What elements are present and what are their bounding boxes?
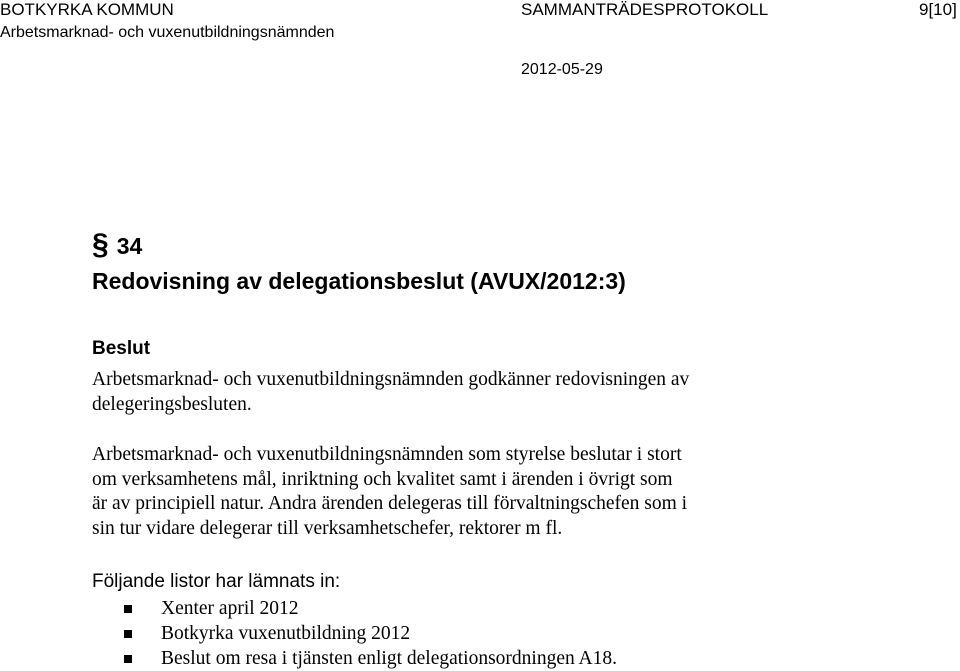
list-item-text: Botkyrka vuxenutbildning 2012 — [161, 623, 411, 644]
section-heading — [92, 229, 142, 261]
decision-paragraph — [92, 368, 932, 417]
page-number: 9[10] — [919, 0, 957, 19]
committee-name: Arbetsmarknad- och vuxenutbildningsnämnden — [0, 24, 335, 41]
body-paragraph — [92, 443, 932, 541]
square-bullet-icon — [124, 630, 132, 638]
list-item-text: Beslut om resa i tjänsten enligt delegationsordningen A18. — [161, 648, 618, 669]
decision-line: delegeringsbesluten. — [92, 393, 252, 415]
square-bullet-icon — [124, 605, 132, 613]
decision-line: Arbetsmarknad- och vuxenutbildningsnämnden godkänner redovisningen av — [92, 369, 690, 390]
list-item — [92, 596, 617, 621]
list-item — [92, 646, 617, 671]
section-number: 34 — [116, 233, 143, 259]
submitted-lists — [92, 596, 617, 671]
list-item — [92, 621, 617, 646]
document-type: SAMMANTRÄDESPROTOKOLL — [521, 0, 769, 19]
body-line: Arbetsmarknad- och vuxenutbildningsnämnden som styrelse beslutar i stort — [92, 444, 682, 465]
decision-heading: Beslut — [92, 338, 151, 359]
section-title: Redovisning av delegationsbeslut (AVUX/2012:3) — [92, 268, 626, 294]
lists-heading: Följande listor har lämnats in: — [92, 571, 341, 592]
body-line: är av principiell natur. Andra ärenden delegeras till förvaltningschefen som i — [92, 493, 688, 514]
square-bullet-icon — [124, 655, 132, 663]
section-symbol: § — [92, 228, 109, 261]
meeting-date: 2012-05-29 — [521, 61, 603, 78]
municipality-name: BOTKYRKA KOMMUN — [0, 0, 174, 19]
list-item-text: Xenter april 2012 — [161, 598, 299, 619]
body-line: om verksamhetens mål, inriktning och kvalitet samt i ärenden i övrigt som — [92, 468, 673, 490]
body-line: sin tur vidare delegerar till verksamhetschefer, rektorer m fl. — [92, 517, 563, 539]
